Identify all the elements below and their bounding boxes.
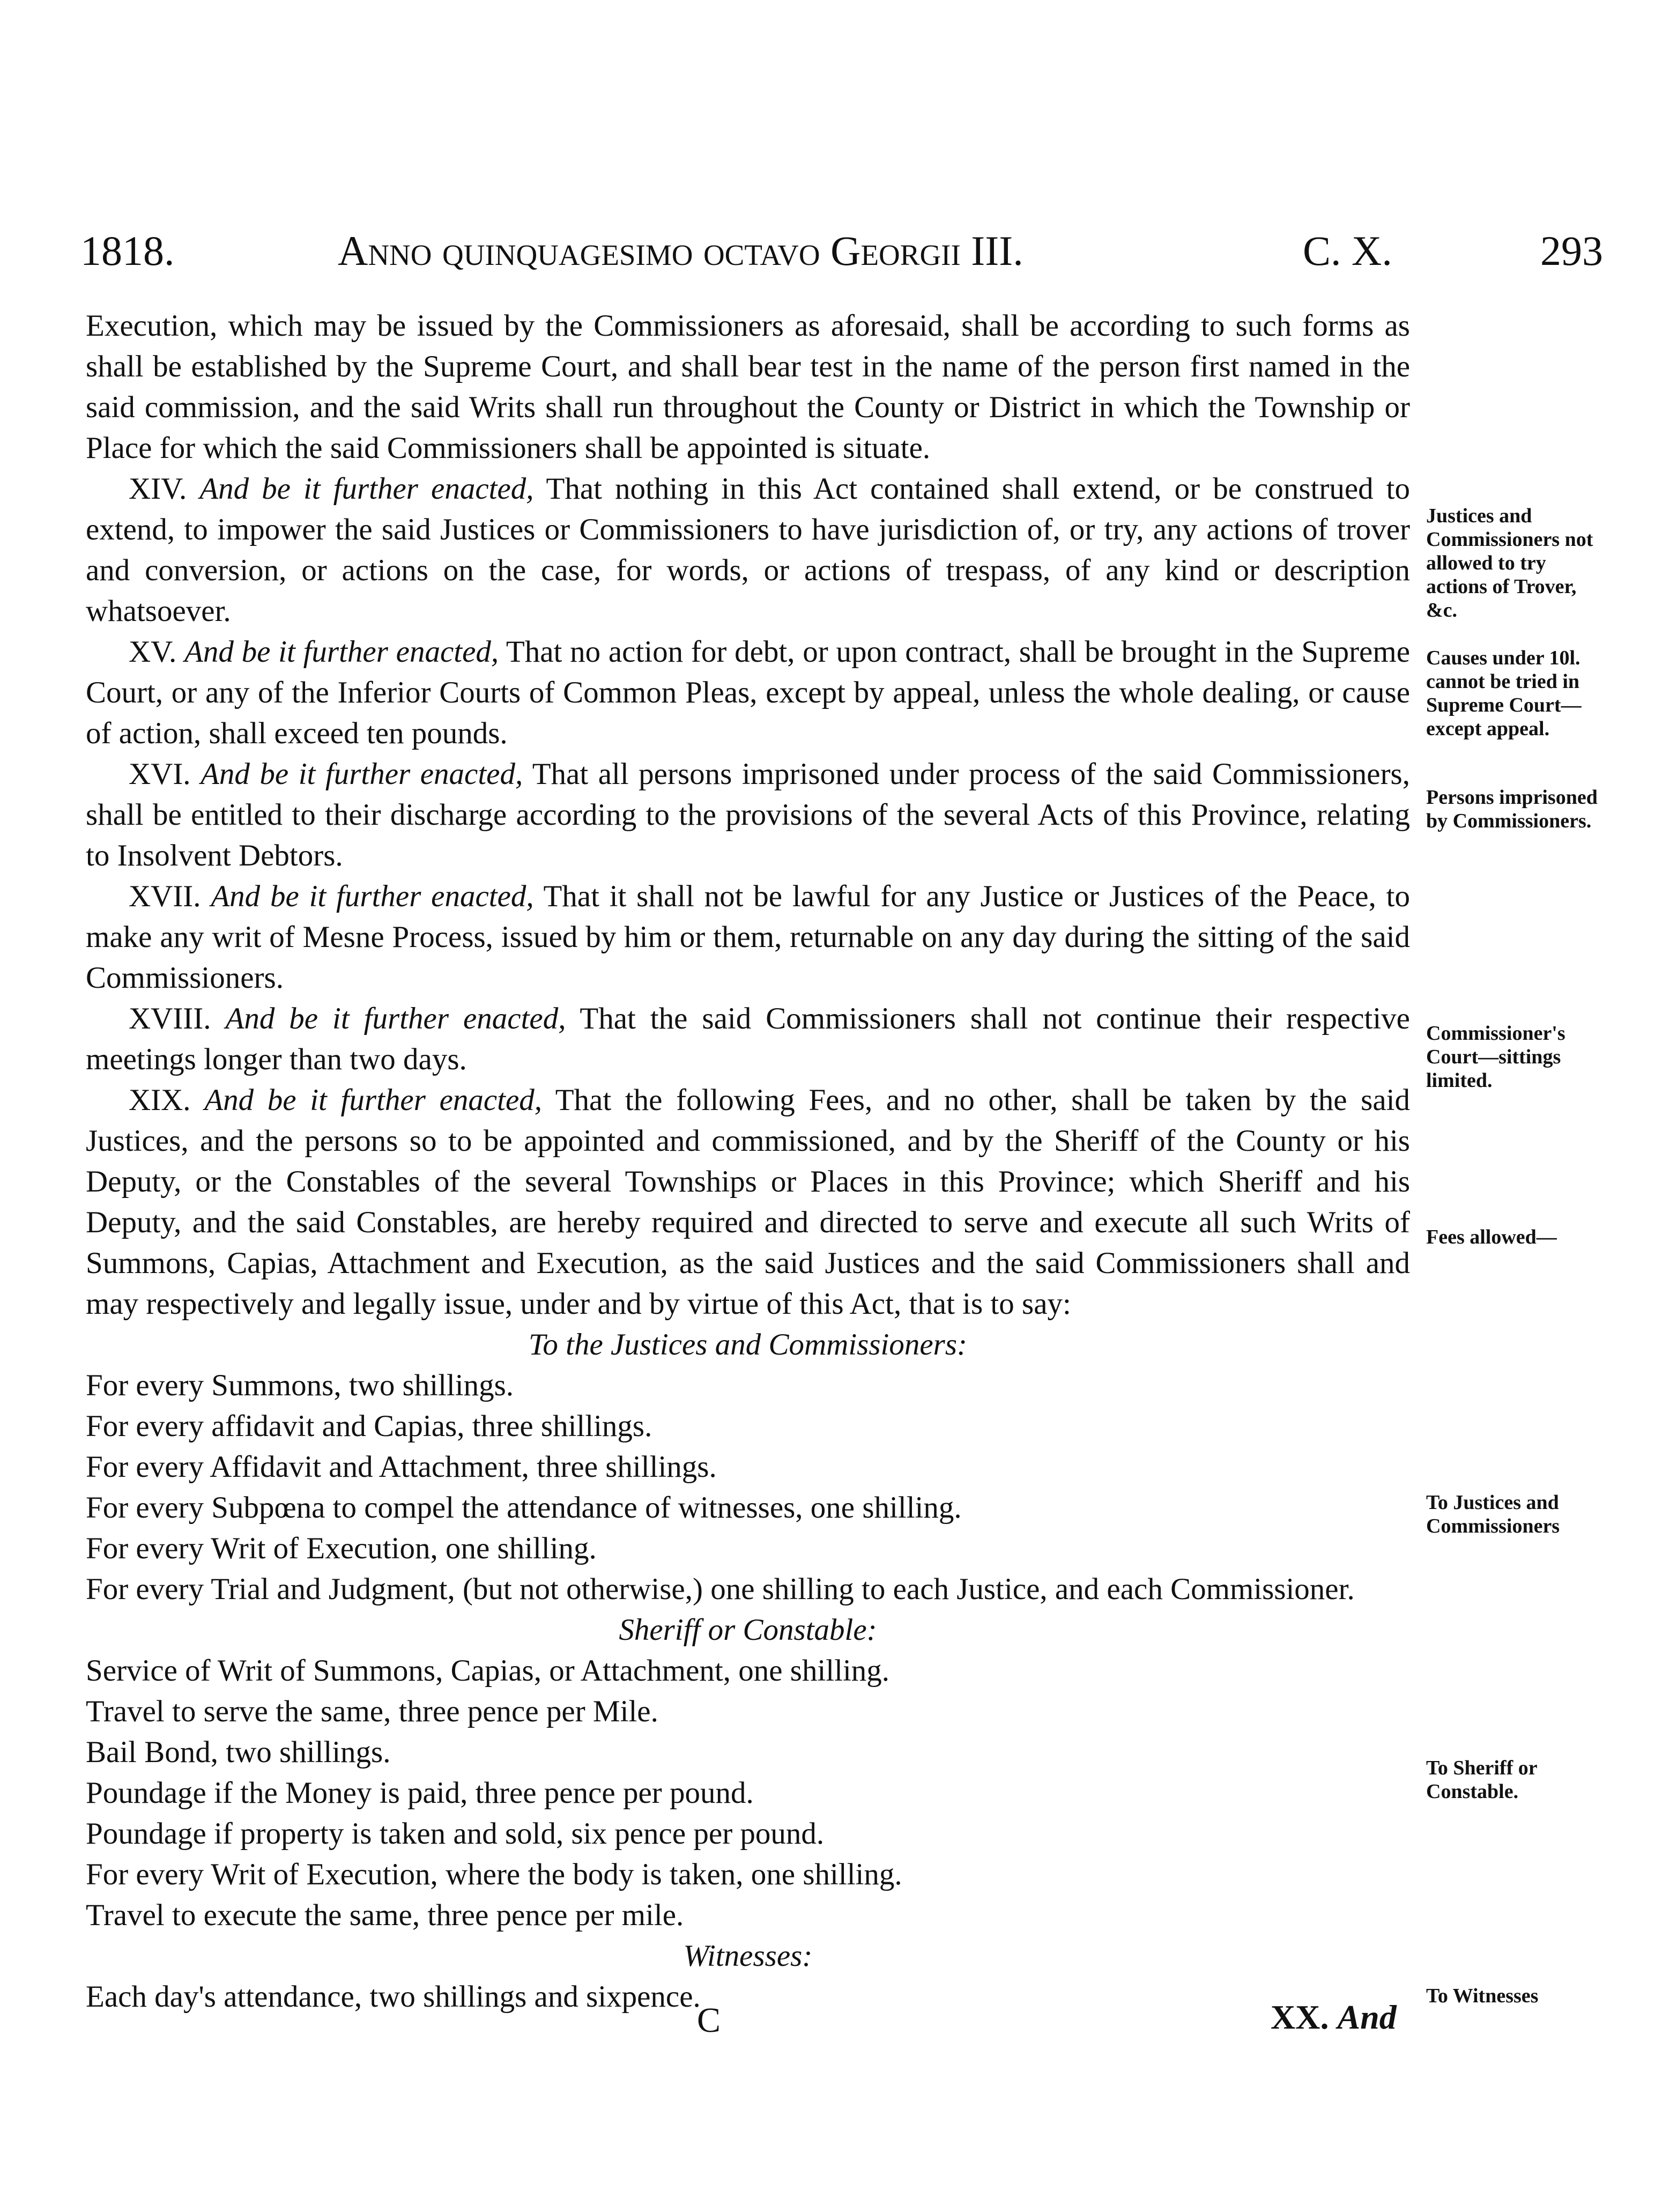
section-xviii — [86, 998, 1410, 1080]
section-xix — [86, 1080, 1410, 1325]
fee-item: For every Trial and Judgment, (but not otherwise,) one shilling to each Justice, and each Commissioner. — [86, 1572, 1355, 1606]
fee-item: For every Writ of Execution, one shilling. — [86, 1532, 597, 1565]
main-text — [86, 306, 1410, 2017]
catchword-word: And — [1337, 1998, 1397, 2036]
section-xiv — [86, 469, 1410, 632]
enacting-clause: And be it further enacted, — [184, 635, 499, 669]
sheriff-fee-list — [86, 1651, 1410, 1936]
section-number: XIX. — [129, 1083, 191, 1117]
fee-item: Poundage if the Money is paid, three pence per pound. — [86, 1776, 754, 1810]
margin-note-fees: Fees allowed— — [1426, 1226, 1557, 1248]
section-number: XVII. — [129, 879, 201, 913]
margin-note-court: Commissioner's Court—sittings limited. — [1426, 1022, 1565, 1092]
fee-item: For every Summons, two shillings. — [86, 1368, 514, 1402]
header-title: Anno quinquagesimo octavo Georgii III. — [338, 227, 1023, 274]
margin-note-justices: Justices and Commissioners not allowed to try actions of Trover, &c. — [1426, 505, 1593, 622]
fee-item: For every Affidavit and Attachment, three shillings. — [86, 1450, 717, 1484]
fee-item: For every Writ of Execution, where the body is taken, one shilling. — [86, 1858, 902, 1891]
running-head — [80, 219, 1603, 283]
fee-item: Poundage if property is taken and sold, six pence per pound. — [86, 1817, 825, 1851]
section-text: That no action for debt, or upon contract, shall be brought in the Supreme Court, or any of the Inferior Courts of Common Pleas, except by appeal, unless the whole dealing, or cause of action, shall exceed ten pounds. — [86, 635, 1410, 750]
header-chapter: C. X. — [1303, 227, 1392, 274]
margin-note-to-sheriff: To Sheriff or Constable. — [1426, 1757, 1537, 1803]
margin-note-to-justices: To Justices and Commissioners — [1426, 1491, 1560, 1537]
section-number: XVIII. — [129, 1002, 211, 1035]
enacting-clause: And be it further enacted, — [204, 1083, 543, 1117]
page-number: 293 — [1540, 227, 1603, 274]
fee-item: For every Subpœna to compel the attendance of witnesses, one shilling. — [86, 1491, 962, 1525]
catchword-number: XX. — [1271, 1998, 1329, 2036]
section-number: XVI. — [129, 757, 191, 791]
signature-mark: C — [697, 2001, 721, 2040]
margin-note-to-witnesses: To Witnesses — [1426, 1985, 1539, 2007]
sheriff-fees-heading: Sheriff or Constable: — [619, 1613, 877, 1647]
section-xv — [86, 632, 1410, 754]
margin-note-causes: Causes under 10l. cannot be tried in Supreme Court—except appeal. — [1426, 647, 1582, 740]
fee-item: Bail Bond, two shillings. — [86, 1735, 391, 1769]
section-number: XV. — [129, 635, 177, 669]
witness-fee-list — [86, 1977, 1410, 2017]
enacting-clause: And be it further enacted, — [211, 879, 534, 913]
section-text: That all persons imprisoned under process of the said Commissioners, shall be entitled to their discharge according to the provisions of the several Acts of this Province, relating to Insolvent Debtors. — [86, 757, 1410, 872]
enacting-clause: And be it further enacted, — [199, 472, 534, 506]
witness-fees-heading: Witnesses: — [683, 1939, 813, 1973]
section-xvi — [86, 754, 1410, 876]
fee-item: Travel to execute the same, three pence per mile. — [86, 1898, 684, 1932]
catchword — [1271, 1998, 1397, 2037]
section-text: That it shall not be lawful for any Justice or Justices of the Peace, to make any writ of Mesne Process, issued by him or them, returnable on any day during the sitting of the said Commissioners. — [86, 879, 1410, 995]
section-xvii — [86, 876, 1410, 998]
section-text: That nothing in this Act contained shall extend, or be construed to extend, to impower the said Justices or Commissioners to have jurisdiction of, or try, any actions of trover and conversion, or actions on the case, for words, or actions of trespass, of any kind or description whatsoever. — [86, 472, 1410, 628]
enacting-clause: And be it further enacted, — [225, 1002, 566, 1035]
section-number: XIV. — [129, 472, 187, 506]
header-year: 1818. — [80, 227, 175, 274]
section-text: That the following Fees, and no other, shall be taken by the said Justices, and the persons so to be appointed and commissioned, and by the Sheriff of the County or his Deputy, or the Constables of the several Townships or Places in this Province; which Sheriff and his Deputy, and the said Constables, are hereby required and directed to serve and execute all such Writs of Summons, Capias, Attachment and Execution, as the said Justices and the said Commissioners shall and may respectively and legally issue, under and by virtue of this Act, that is to say: — [86, 1083, 1411, 1321]
fee-item: Each day's attendance, two shillings and sixpence. — [86, 1980, 701, 2014]
section-text: That the said Commissioners shall not continue their respective meetings longer than two days. — [86, 1002, 1410, 1076]
fee-item: Travel to serve the same, three pence per Mile. — [86, 1695, 658, 1728]
fee-item: Service of Writ of Summons, Capias, or Attachment, one shilling. — [86, 1654, 890, 1688]
opening-paragraph: Execution, which may be issued by the Commissioners as aforesaid, shall be according to such forms as shall be established by the Supreme Court, and shall bear test in the name of the person first named in the said commission, and the said Writs shall run throughout the County or District in which the Township or Place for which the said Commissioners shall be appointed is situate. — [86, 309, 1410, 465]
enacting-clause: And be it further enacted, — [201, 757, 523, 791]
justices-fees-heading: To the Justices and Commissioners: — [528, 1328, 968, 1362]
margin-note-persons: Persons imprisoned by Commissioners. — [1426, 786, 1598, 832]
fee-item: For every affidavit and Capias, three shillings. — [86, 1409, 652, 1443]
justices-fee-list — [86, 1365, 1410, 1610]
